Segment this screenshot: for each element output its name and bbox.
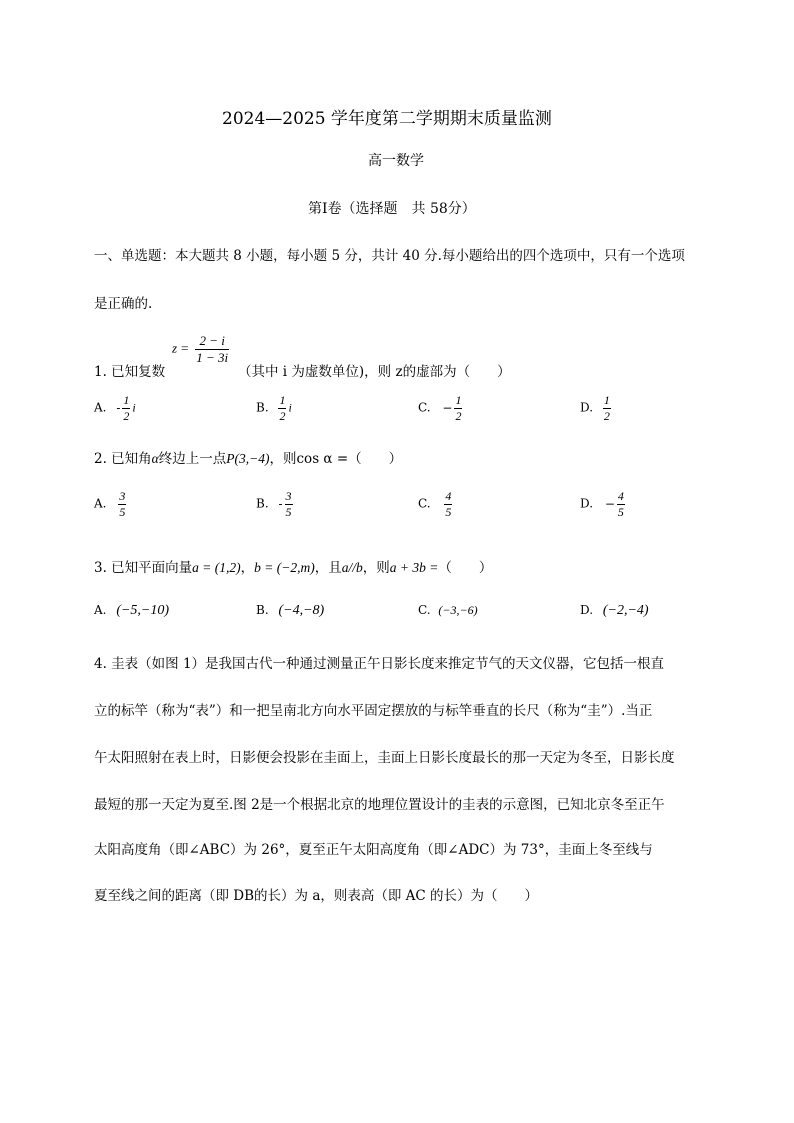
- q1-suffix: （其中 i 为虚数单位)，则 z的虚部为（ ）: [238, 364, 511, 380]
- q1-option-c-den: 2: [455, 408, 462, 423]
- q1-option-c[interactable]: [418, 394, 464, 422]
- q3-sep-2: ，且: [314, 560, 342, 576]
- q3-option-b-value: (−4,−8): [278, 603, 325, 618]
- q3-option-a-value: (−5,−10): [116, 603, 170, 618]
- q1-formula-numerator: 2 − i: [199, 333, 225, 348]
- q1-option-a-den: 2: [123, 408, 130, 423]
- q2-option-b-sign: -: [278, 496, 283, 511]
- q4-line-5: 太阳高度角（即∠ABC）为 26°，夏至正午太阳高度角（即∠ADC）为 73°，圭面上冬至线与: [94, 842, 653, 858]
- q1-option-d-num: 1: [603, 393, 610, 407]
- q2-option-d-label: D.: [580, 496, 594, 511]
- q1-option-a-unit: i: [132, 400, 136, 415]
- q3-vector-a: a = (1,2): [192, 560, 241, 575]
- q3-option-c-label: C.: [418, 603, 431, 617]
- q2-option-d-sign: −: [604, 496, 615, 511]
- instruction-line-2: 是正确的.: [94, 296, 153, 312]
- q2-option-b-den: 5: [285, 504, 292, 519]
- q2-option-b-num: 3: [285, 489, 292, 503]
- q3-option-b[interactable]: [256, 603, 324, 619]
- q3-stem: [94, 556, 492, 576]
- q1-option-b-den: 2: [279, 408, 286, 423]
- q2-point: P(3,−4): [226, 451, 270, 466]
- q4-line-1: 4. 圭表（如图 1）是我国古代一种通过测量正午日影长度来推定节气的天文仪器，它包括一根直: [94, 656, 665, 672]
- q4-line-6: 夏至线之间的距离（即 DB的长）为 a，则表高（即 AC 的长）为（ ）: [94, 888, 539, 904]
- q1-option-d-den: 2: [603, 408, 610, 423]
- q1-option-c-sign: −: [442, 400, 453, 415]
- q1-option-c-num: 1: [455, 393, 462, 407]
- q1-option-b-num: 1: [279, 393, 286, 407]
- q1-option-a-sign: -: [116, 400, 121, 415]
- q1-prefix: 1. 已知复数: [94, 364, 166, 380]
- q2-option-d-num: 4: [617, 489, 624, 503]
- q2-option-d-den: 5: [617, 504, 624, 519]
- q2-suffix: ，则cos α =（ ）: [269, 451, 403, 467]
- q4-line-3: 午太阳照射在表上时，日影便会投影在圭面上，圭面上日影长度最长的那一天定为冬至，日影长度: [94, 750, 675, 766]
- q3-option-d-label: D.: [580, 603, 594, 617]
- q2-option-a-num: 3: [119, 489, 126, 503]
- q3-option-a-label: A.: [94, 603, 107, 617]
- q3-sep-3: ，则: [362, 560, 390, 576]
- q3-sep-1: ，: [240, 560, 255, 576]
- q2-stem: [94, 447, 402, 467]
- q2-option-b[interactable]: [256, 490, 295, 518]
- q1-formula-denominator: 1 − 3i: [196, 349, 229, 365]
- q3-option-c[interactable]: [418, 603, 478, 618]
- q2-option-c[interactable]: [418, 490, 454, 518]
- q2-option-b-label: B.: [256, 496, 269, 511]
- q1-option-a-num: 1: [123, 393, 130, 407]
- q1-option-a-label: A.: [94, 400, 107, 415]
- q1-option-b[interactable]: [256, 394, 292, 422]
- q4-line-4: 最短的那一天定为夏至.图 2是一个根据北京的地理位置设计的圭表的示意图，已知北京冬至正午: [94, 797, 665, 813]
- exam-title: 2024—2025 学年度第二学期期末质量监测: [222, 109, 552, 129]
- q1-option-a[interactable]: [94, 394, 136, 422]
- q3-option-c-value: (−3,−6): [438, 603, 478, 617]
- q2-option-d[interactable]: [580, 490, 627, 518]
- q2-option-c-num: 4: [445, 489, 452, 503]
- q2-prefix: 2. 已知角: [94, 451, 152, 467]
- q1-option-d-label: D.: [580, 400, 594, 415]
- q3-option-b-label: B.: [256, 603, 269, 617]
- q3-option-a[interactable]: [94, 603, 169, 619]
- q2-option-a[interactable]: [94, 490, 128, 518]
- subject-title: 高一数学: [368, 153, 424, 169]
- q3-option-d[interactable]: [580, 603, 649, 619]
- q2-option-c-label: C.: [418, 496, 431, 511]
- q3-prefix: 3. 已知平面向量: [94, 560, 193, 576]
- q3-vector-b: b = (−2,m): [254, 560, 315, 575]
- q2-option-c-den: 5: [445, 504, 452, 519]
- q3-suffix: （ ）: [438, 560, 493, 576]
- q3-option-d-value: (−2,−4): [602, 603, 649, 618]
- q2-middle: 终边上一点: [158, 451, 227, 467]
- instruction-line-1: 一、单选题：本大题共 8 小题，每小题 5 分，共计 40 分.每小题给出的四个选项中，只有一个选项: [94, 248, 685, 264]
- q1-formula-fraction: [195, 334, 229, 364]
- section-title: 第Ⅰ卷（选择题 共 58分）: [308, 201, 476, 217]
- q2-option-a-label: A.: [94, 496, 107, 511]
- q2-alpha: α: [151, 451, 159, 466]
- q4-line-2: 立的标竿（称为“表”）和一把呈南北方向水平固定摆放的与标竿垂直的长尺（称为“圭”）.当正: [94, 703, 653, 719]
- q1-option-b-label: B.: [256, 400, 269, 415]
- q1-formula: [172, 334, 231, 364]
- q2-option-a-den: 5: [119, 504, 126, 519]
- q3-parallel: a//b: [341, 560, 363, 575]
- q1-option-b-unit: i: [288, 400, 292, 415]
- q3-sum-expr: a + 3b =: [389, 560, 439, 575]
- q1-option-c-label: C.: [418, 400, 431, 415]
- q1-option-d[interactable]: [580, 394, 613, 422]
- q1-formula-lhs: z =: [172, 340, 190, 356]
